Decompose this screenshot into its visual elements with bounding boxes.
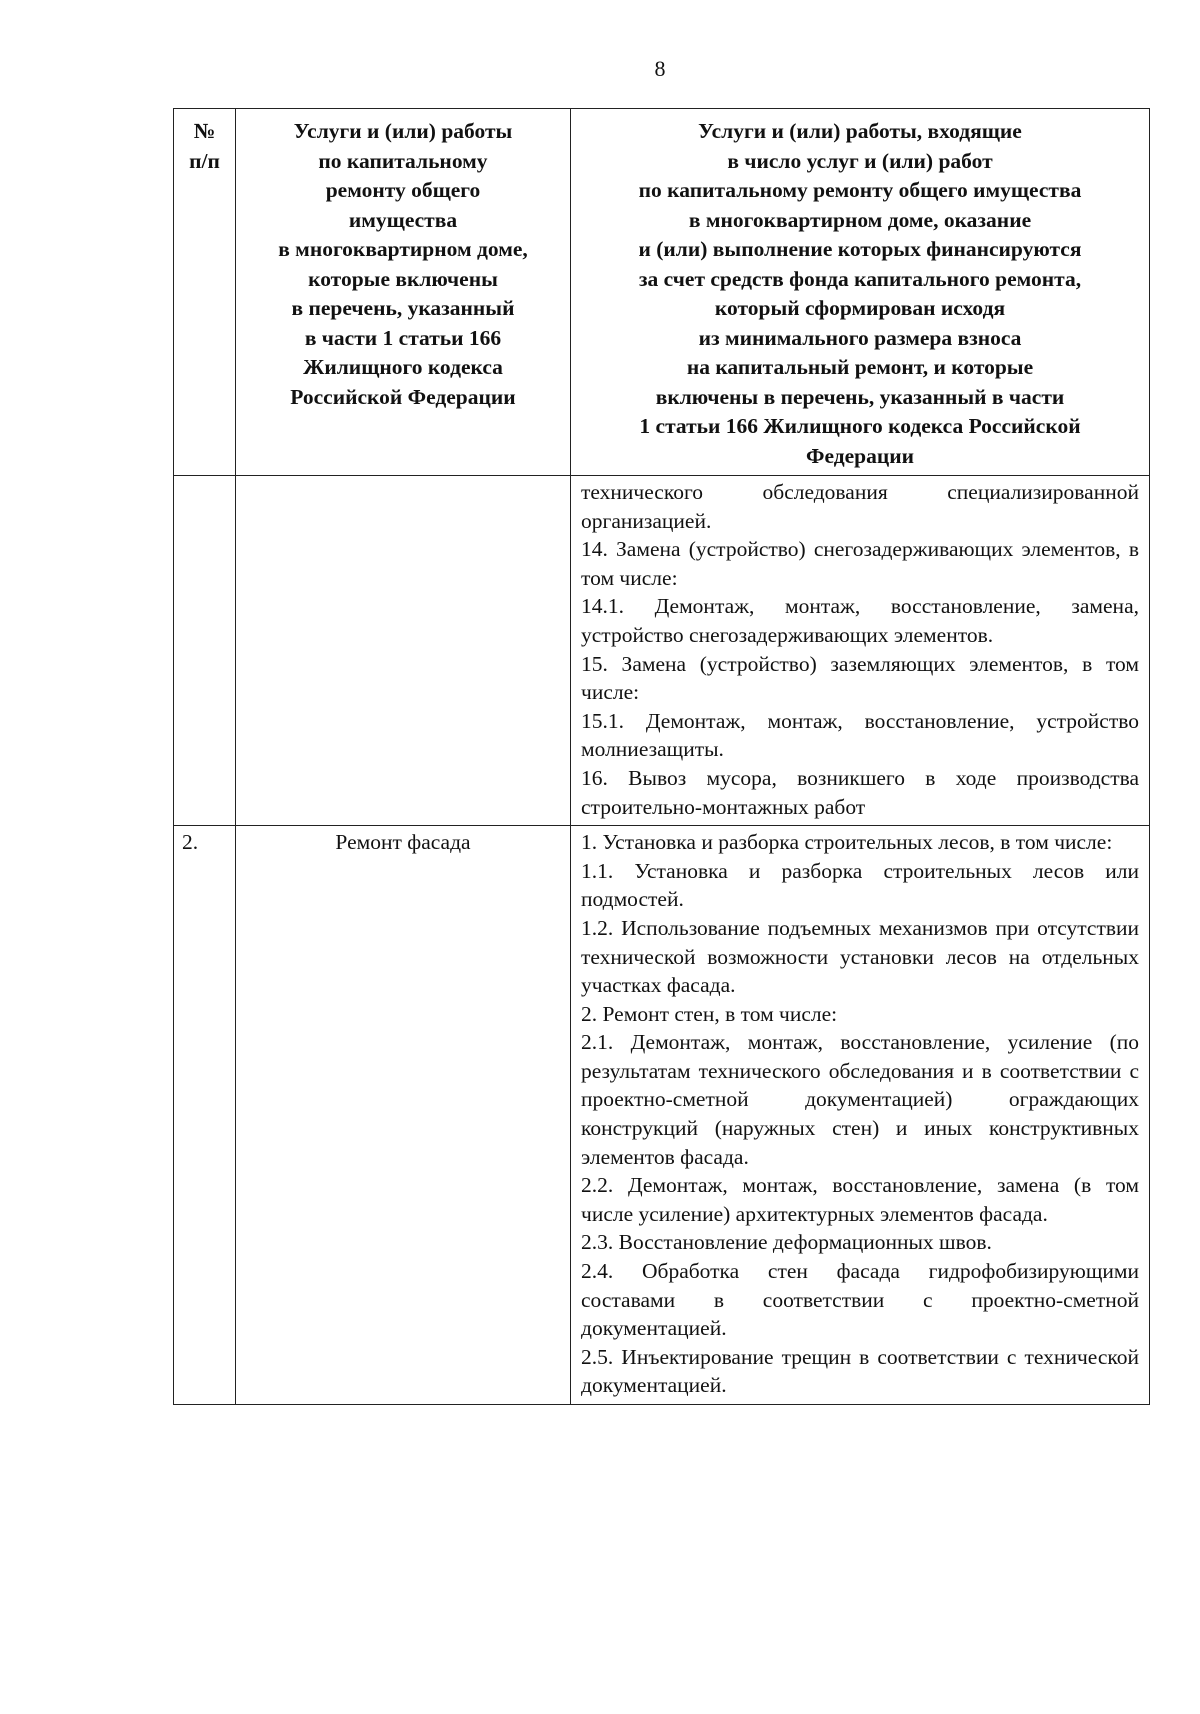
header-work-cell [236, 109, 571, 476]
page-number: 8 [654, 56, 666, 81]
header-detail-line: за счет средств фонда капитального ремонта, [638, 266, 1082, 291]
work-item: 2.2. Демонтаж, монтаж, восстановление, замена (в том числе усиление) архитектурных элементов фасада. [581, 1173, 1139, 1226]
header-work-line: Российской Федерации [290, 384, 516, 409]
services-table [173, 108, 1150, 1405]
header-detail-line: по капитальному ремонту общего имущества [638, 178, 1082, 202]
header-work-line: в перечень, указанный [291, 296, 515, 320]
row-number-cell [174, 476, 236, 826]
table-header-row [174, 109, 1150, 476]
header-work-line: в части 1 статьи 166 [304, 325, 502, 350]
row-number-cell: 2. [174, 826, 236, 1405]
header-detail-line: Федерации [805, 443, 914, 468]
header-detail-line: Услуги и (или) работы, входящие [698, 119, 1022, 143]
header-num-line: п/п [189, 148, 220, 173]
work-item: 14.1. Демонтаж, монтаж, восстановление, замена, устройство снегозадерживающих элементов. [581, 594, 1139, 647]
header-detail-line: из минимального размера взноса [698, 325, 1022, 350]
header-work-line: имущества [348, 207, 458, 232]
header-detail-line: в многоквартирном доме, оказание [688, 207, 1032, 232]
work-item: 2.1. Демонтаж, монтаж, восстановление, усиление (по результатам технического обследования и в соответствии с проектно-сметной документацией) ограждающих конструкций (наружных стен) и иных конструктивных элементов фасада. [581, 1030, 1139, 1169]
header-num-line: № [193, 119, 216, 143]
work-item: 15. Замена (устройство) заземляющих элементов, в том числе: [581, 651, 1139, 705]
header-num-cell [174, 109, 236, 476]
header-detail-line: который сформирован исходя [714, 296, 1006, 320]
header-work-line: которые включены [308, 266, 498, 291]
table-row [174, 476, 1150, 826]
header-detail-line: на капитальный ремонт, и которые [686, 355, 1034, 379]
work-item: 2.5. Инъектирование трещин в соответствии с технической документацией. [581, 1344, 1139, 1398]
header-work-line: Услуги и (или) работы [293, 119, 513, 143]
header-detail-line: в число услуг и (или) работ [727, 148, 993, 173]
work-item: 2. Ремонт стен, в том числе: [581, 1001, 838, 1026]
header-detail-line: 1 статьи 166 Жилищного кодекса Российской [639, 414, 1081, 438]
work-item: 15.1. Демонтаж, монтаж, восстановление, устройство молниезащиты. [581, 708, 1139, 762]
work-item: 2.4. Обработка стен фасада гидрофобизирующими составами в соответствии с проектно-сметной документацией. [581, 1259, 1139, 1341]
work-item: 1.1. Установка и разборка строительных лесов или подмостей. [581, 858, 1139, 912]
work-item: 16. Вывоз мусора, возникшего в ходе производства строительно-монтажных работ [581, 765, 1139, 819]
table-row [174, 826, 1150, 1405]
work-item: 1.2. Использование подъемных механизмов при отсутствии технической возможности установки лесов на отдельных участках фасада. [581, 915, 1139, 998]
row-detail-cell [571, 476, 1150, 826]
header-work-line: по капитальному [318, 148, 488, 173]
row-detail-cell [571, 826, 1150, 1405]
header-detail-line: и (или) выполнение которых финансируются [638, 237, 1082, 261]
work-item: 14. Замена (устройство) снегозадерживающих элементов, в том числе: [581, 537, 1139, 590]
work-item: 2.3. Восстановление деформационных швов. [581, 1230, 992, 1255]
row-work-cell [236, 476, 571, 826]
header-detail-line: включены в перечень, указанный в части [655, 384, 1065, 409]
row-work-cell: Ремонт фасада [236, 826, 571, 1405]
header-work-line: ремонту общего [325, 178, 481, 202]
header-work-line: в многоквартирном доме, [278, 237, 528, 261]
header-detail-cell [571, 109, 1150, 476]
header-work-line: Жилищного кодекса [303, 355, 503, 379]
work-item: технического обследования специализированной организацией. [581, 480, 1139, 533]
work-item: 1. Установка и разборка строительных лесов, в том числе: [581, 830, 1113, 855]
